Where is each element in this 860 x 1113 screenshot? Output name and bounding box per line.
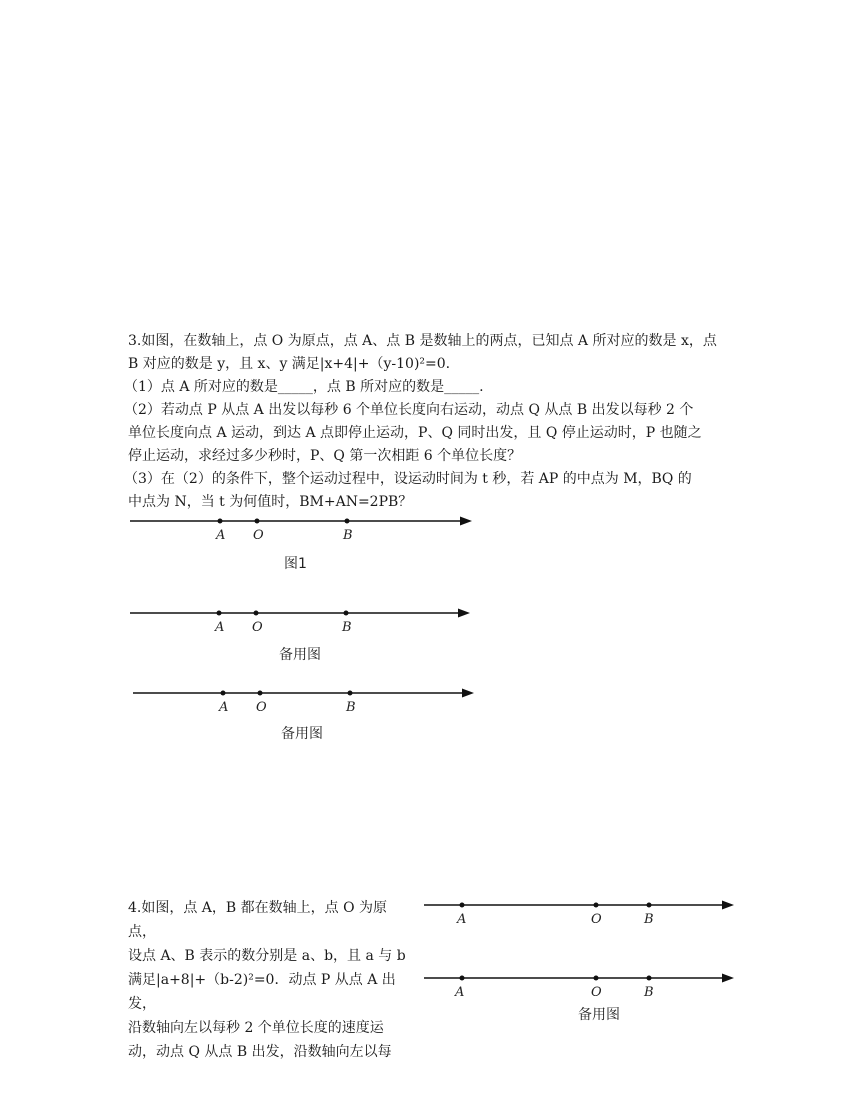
arrow-icon: [460, 517, 472, 526]
q3-number-line-2: [130, 604, 475, 638]
label-b: B: [342, 620, 352, 635]
label-o: O: [591, 912, 602, 927]
point-b-dot: [647, 976, 652, 981]
point-a-dot: [218, 519, 223, 524]
point-o-dot: [255, 519, 260, 524]
q3-part-2-line-1: （2）若动点 P 从点 A 出发以每秒 6 个单位长度向右运动，动点 Q 从点 B 出发以每秒 2 个: [124, 402, 694, 418]
point-b-dot: [647, 903, 652, 908]
q4-number-line-2: [424, 969, 739, 1003]
q3-part-1: （1）点 A 所对应的数是_____，点 B 所对应的数是_____.: [124, 379, 484, 395]
arrow-icon: [722, 901, 734, 910]
q4-line-5: 动，动点 Q 从点 B 出发，沿数轴向左以每: [128, 1044, 392, 1060]
arrow-icon: [722, 974, 734, 983]
q3-figure-3-caption: 备用图: [281, 726, 323, 742]
question-4: [128, 896, 413, 1064]
label-a: A: [457, 912, 467, 927]
point-o-dot: [258, 691, 263, 696]
arrow-icon: [458, 609, 470, 618]
q3-part-3-line-1: （3）在（2）的条件下，整个运动过程中，设运动时间为 t 秒，若 AP 的中点为 M，BQ 的: [124, 471, 692, 487]
label-b: B: [346, 700, 356, 715]
label-a: A: [219, 700, 229, 715]
label-o: O: [253, 528, 264, 543]
q3-part-2-line-2: 单位长度向点 A 运动，到达 A 点即停止运动，P、Q 同时出发，且 Q 停止运动时，P 也随之: [128, 425, 702, 441]
q3-part-2-line-3: 停止运动，求经过多少秒时，P、Q 第一次相距 6 个单位长度？: [128, 448, 522, 464]
q3-part-3-line-2: 中点为 N，当 t 为何值时，BM+AN=2PB？: [128, 494, 413, 510]
q3-number-line-3: [133, 684, 478, 718]
q4-line-3: 满足|a+8|+（b-2)²=0．动点 P 从点 A 出发，: [128, 972, 396, 1012]
question-3: [124, 330, 733, 514]
label-a: A: [455, 985, 465, 1000]
point-b-dot: [348, 691, 353, 696]
point-a-dot: [460, 976, 465, 981]
q3-stem-line-2: B 对应的数是 y，且 x、y 满足|x+4|+（y-10)²=0.: [128, 356, 451, 372]
point-a-dot: [221, 691, 226, 696]
arrow-icon: [462, 689, 474, 698]
q4-number-line-1: [424, 896, 739, 930]
q3-stem-line-1: 3.如图，在数轴上，点 O 为原点，点 A、点 B 是数轴上的两点，已知点 A 所对应的数是 x，点: [128, 333, 717, 349]
label-o: O: [591, 985, 602, 1000]
point-o-dot: [594, 903, 599, 908]
point-b-dot: [345, 519, 350, 524]
label-b: B: [644, 912, 654, 927]
point-o-dot: [254, 611, 259, 616]
label-a: A: [216, 528, 226, 543]
q4-line-2: 设点 A、B 表示的数分别是 a、b，且 a 与 b: [128, 948, 406, 964]
point-b-dot: [344, 611, 349, 616]
q4-line-1: 4.如图，点 A，B 都在数轴上，点 O 为原点，: [128, 900, 388, 940]
q3-figure-2-caption: 备用图: [279, 647, 321, 663]
label-b: B: [644, 985, 654, 1000]
label-o: O: [256, 700, 267, 715]
label-b: B: [343, 528, 353, 543]
point-o-dot: [594, 976, 599, 981]
q3-number-line-1: [130, 512, 475, 546]
q4-line-4: 沿数轴向左以每秒 2 个单位长度的速度运: [128, 1020, 384, 1036]
point-a-dot: [460, 903, 465, 908]
label-a: A: [215, 620, 225, 635]
q4-figure-2-caption: 备用图: [578, 1007, 620, 1023]
q3-figure-1-caption: 图1: [284, 556, 307, 572]
label-o: O: [252, 620, 263, 635]
point-a-dot: [217, 611, 222, 616]
